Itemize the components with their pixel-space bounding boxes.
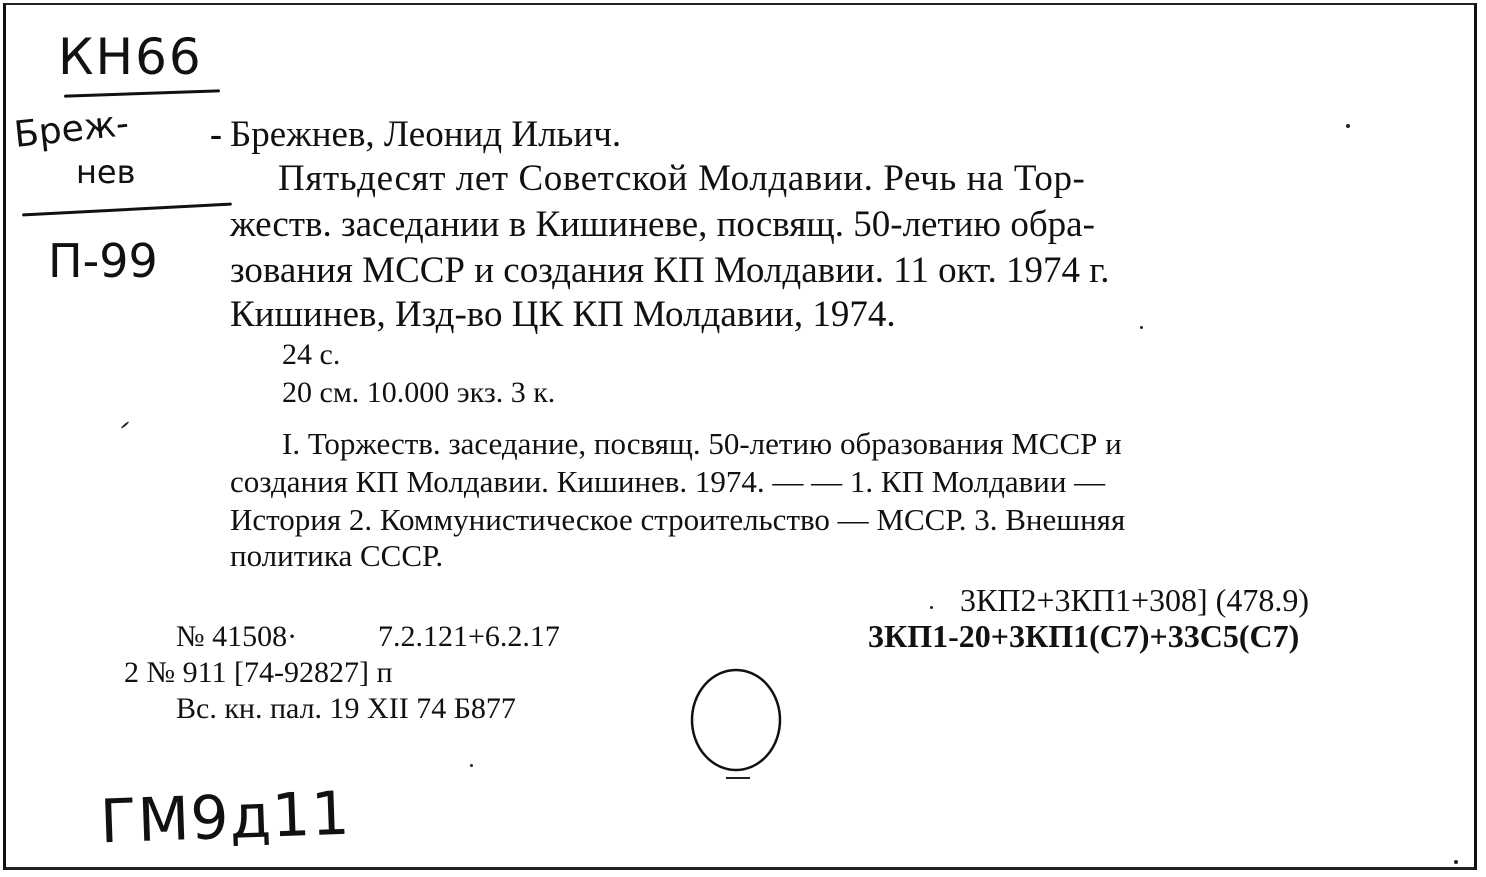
tracing-line-4: политика СССР. xyxy=(230,538,444,573)
card-printer-info: Вс. кн. пал. 19 XII 74 Б877 xyxy=(176,692,516,725)
collation-pages: 24 с. xyxy=(282,338,341,371)
collation-format: 20 см. 10.000 экз. 3 к. xyxy=(282,376,556,409)
handwritten-author-mark-line1: Бреж- xyxy=(12,103,131,156)
title-line-1: Пятьдесят лет Советской Молдавии. Речь на Тор- xyxy=(278,158,1086,199)
scan-speck xyxy=(1140,326,1143,329)
classification-line-2: 3КП1-20+3КП1(С7)+33С5(С7) xyxy=(868,618,1300,654)
tracing-line-3: История 2. Коммунистическое строительство — МССР. 3. Внешняя xyxy=(230,502,1126,537)
tracing-line-2: создания КП Молдавии. Кишинев. 1974. — — 1. КП Молдавии — xyxy=(230,464,1106,499)
card-number: № 41508· xyxy=(176,620,298,653)
title-line-4: Кишинев, Изд-во ЦК КП Молдавии, 1974. xyxy=(230,294,896,335)
scan-speck xyxy=(1454,860,1458,864)
handwritten-cutter-number: П-99 xyxy=(48,234,158,288)
scan-speck xyxy=(470,764,473,767)
tracing-line-1: I. Торжеств. заседание, посвящ. 50-летию образования МССР и xyxy=(282,426,1122,461)
classification-line-1: 3КП2+3КП1+308] (478.9) xyxy=(960,582,1309,618)
author-heading: Брежнев, Леонид Ильич. xyxy=(230,114,622,155)
scan-speck xyxy=(930,606,933,609)
card-punch-hole xyxy=(686,664,786,784)
scan-speck xyxy=(1346,124,1350,128)
handwritten-inventory-mark: ГМ9д11 xyxy=(98,778,352,858)
card-codes: 7.2.121+6.2.17 xyxy=(378,620,560,653)
handwritten-author-mark-line2: нев xyxy=(76,153,136,191)
card-print-number: 2 № 911 [74-92827] п xyxy=(124,656,393,689)
handwritten-shelf-code: КН66 xyxy=(58,28,203,86)
title-line-3: зования МССР и создания КП Молдавии. 11 окт. 1974 г. xyxy=(230,250,1110,291)
heading-dash: - xyxy=(210,114,222,154)
title-line-2: жеств. заседании в Кишиневе, посвящ. 50-летию обра- xyxy=(230,204,1095,245)
